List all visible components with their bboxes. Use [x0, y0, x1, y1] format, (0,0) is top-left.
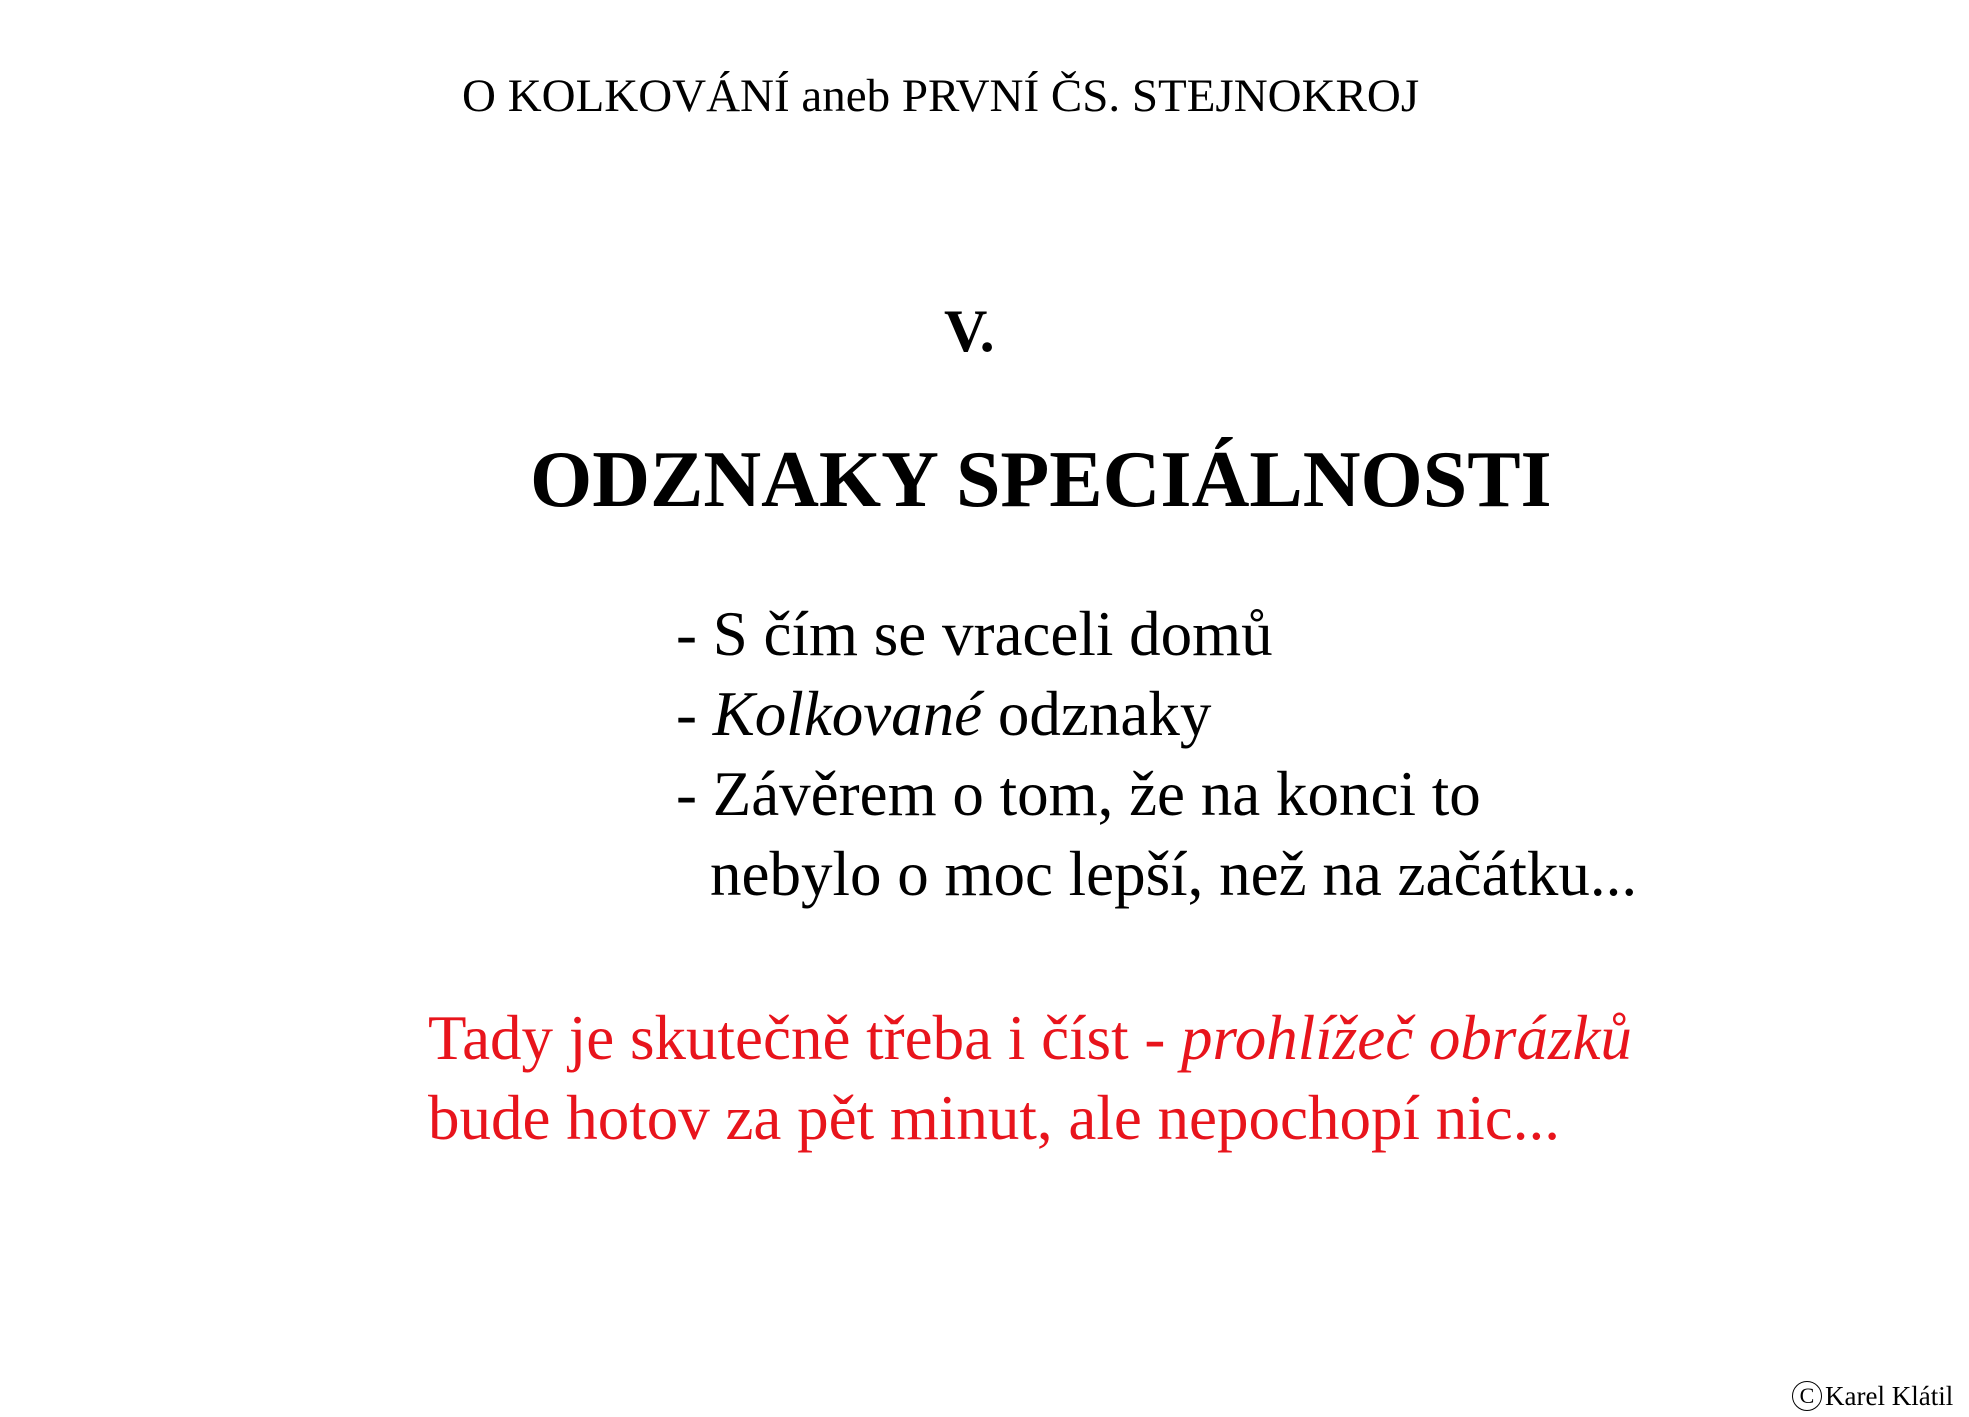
- red-note: [428, 998, 1632, 1158]
- bullet-item-3-line-1: - Závěrem o tom, že na konci to: [676, 759, 1481, 829]
- author-name: Karel Klátil: [1825, 1381, 1954, 1411]
- red-note-line-2: bude hotov za pět minut, ale nepochopí nic...: [428, 1083, 1560, 1153]
- bullet-item-1: - S čím se vraceli domů: [676, 599, 1273, 669]
- red-note-italic: prohlížeč obrázků: [1181, 1003, 1632, 1073]
- bullet-item-2-rest: odznaky: [982, 679, 1212, 749]
- red-note-normal: Tady je skutečně třeba i číst -: [428, 1003, 1182, 1073]
- bullet-item-2-italic: Kolkované: [712, 679, 983, 749]
- series-title: O KOLKOVÁNÍ aneb PRVNÍ ČS. STEJNOKROJ: [462, 70, 1420, 122]
- chapter-title: ODZNAKY SPECIÁLNOSTI: [530, 436, 1552, 524]
- copyright-notice: [1792, 1380, 1953, 1412]
- red-note-line-1: [428, 998, 1632, 1078]
- copyright-icon: C: [1792, 1381, 1822, 1411]
- bullet-list: [676, 594, 1637, 914]
- chapter-number: V.: [944, 298, 995, 364]
- bullet-item-3-line-2: nebylo o moc lepší, než na začátku...: [710, 839, 1638, 909]
- bullet-item-2: [676, 674, 1637, 754]
- bullet-item-2-prefix: -: [676, 679, 713, 749]
